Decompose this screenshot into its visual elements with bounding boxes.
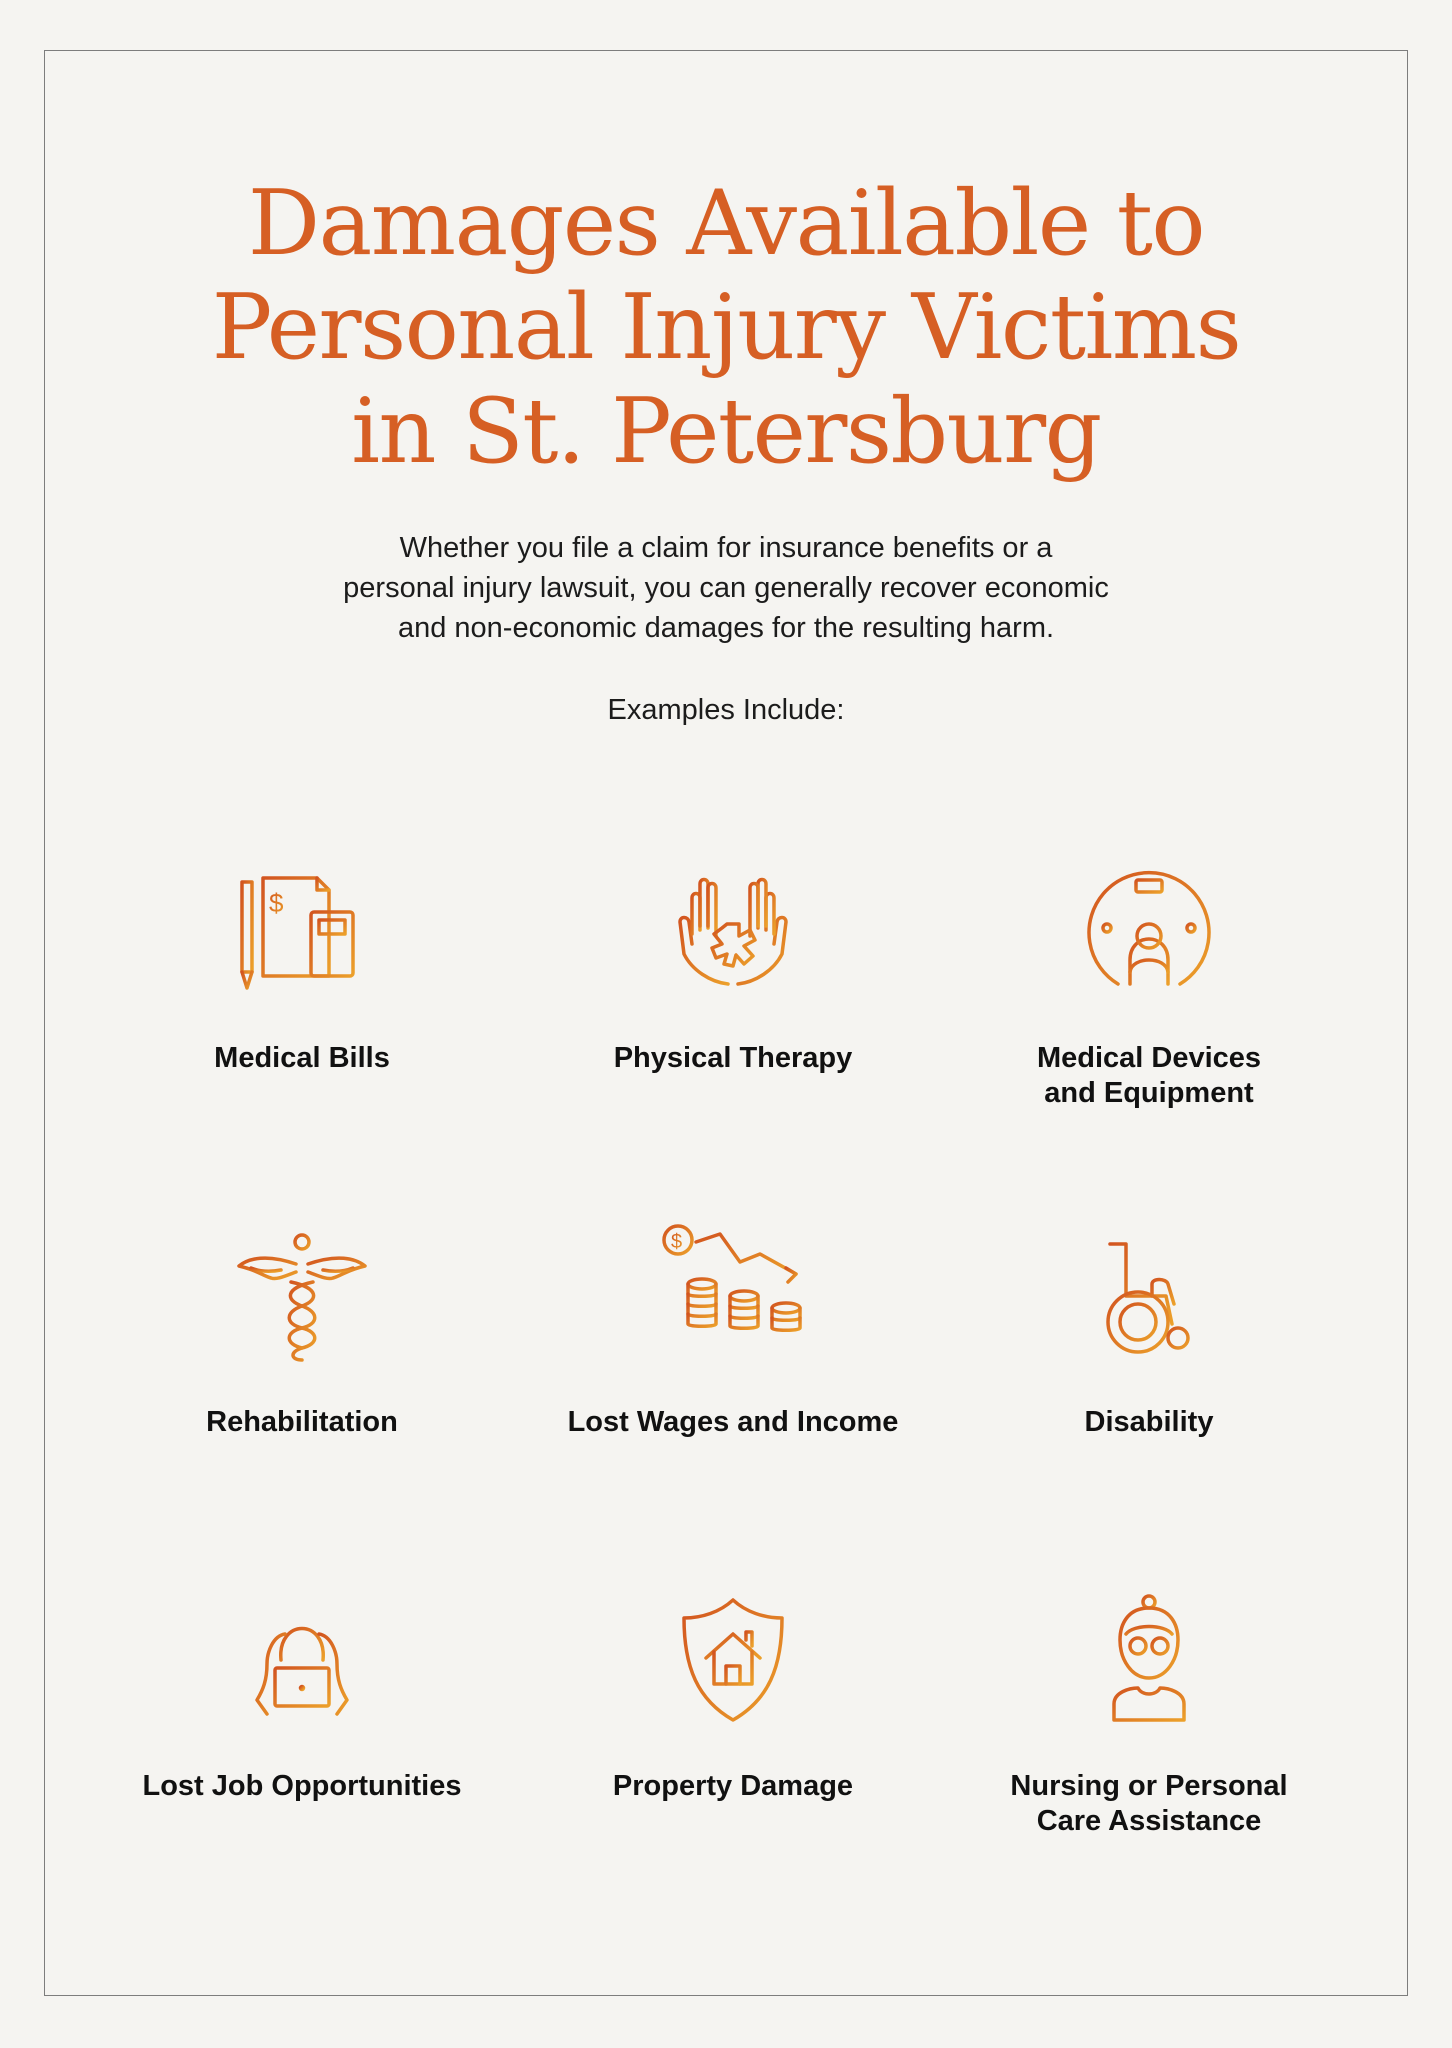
item-label-line-2: Care Assistance [1036,1805,1262,1837]
title-line-1: Damages Available to [247,171,1205,276]
svg-text:$: $ [269,888,284,918]
item-medical-devices [939,860,1359,1111]
item-label [939,1769,1359,1839]
item-physical-therapy [523,860,943,1076]
item-label-line-1: Medical Devices [1036,1042,1262,1074]
medical-bills-icon [227,860,377,1010]
item-label: Physical Therapy [613,1042,853,1074]
intro-paragraph [0,528,1452,648]
intro-line-3: and non-economic damages for the resulting harm. [397,612,1055,644]
intro-line-1: Whether you file a claim for insurance benefits or a [399,532,1053,564]
item-lost-job-opportunities [92,1588,512,1804]
title-line-2: Personal Injury Victims [211,275,1241,380]
item-label: Rehabilitation [206,1406,398,1438]
item-label: Lost Job Opportunities [142,1770,462,1802]
item-label: Property Damage [612,1770,854,1802]
stressed-worker-icon [227,1588,377,1738]
item-medical-bills [92,860,512,1076]
examples-heading: Examples Include: [607,694,845,726]
item-label-line-2: and Equipment [1044,1077,1254,1109]
item-label [939,1041,1359,1111]
elderly-woman-icon [1074,1588,1224,1738]
item-rehabilitation [92,1224,512,1440]
item-label: Medical Bills [214,1042,390,1074]
declining-coins-icon [658,1224,808,1374]
item-disability [939,1224,1359,1440]
wheelchair-icon [1074,1224,1224,1374]
item-nursing-care [939,1588,1359,1839]
page-title [0,172,1452,484]
item-label: Lost Wages and Income [567,1406,899,1438]
caduceus-icon [227,1224,377,1374]
house-shield-icon [658,1588,808,1738]
item-lost-wages [523,1224,943,1440]
mri-scanner-icon [1074,860,1224,1010]
svg-text:$: $ [671,1231,683,1253]
item-label-line-1: Nursing or Personal [1010,1770,1288,1802]
title-line-3: in St. Petersburg [351,379,1101,484]
item-property-damage [523,1588,943,1804]
item-label: Disability [1084,1406,1214,1438]
physical-therapy-icon [658,860,808,1010]
intro-line-2: personal injury lawsuit, you can generally recover economic [343,572,1109,604]
